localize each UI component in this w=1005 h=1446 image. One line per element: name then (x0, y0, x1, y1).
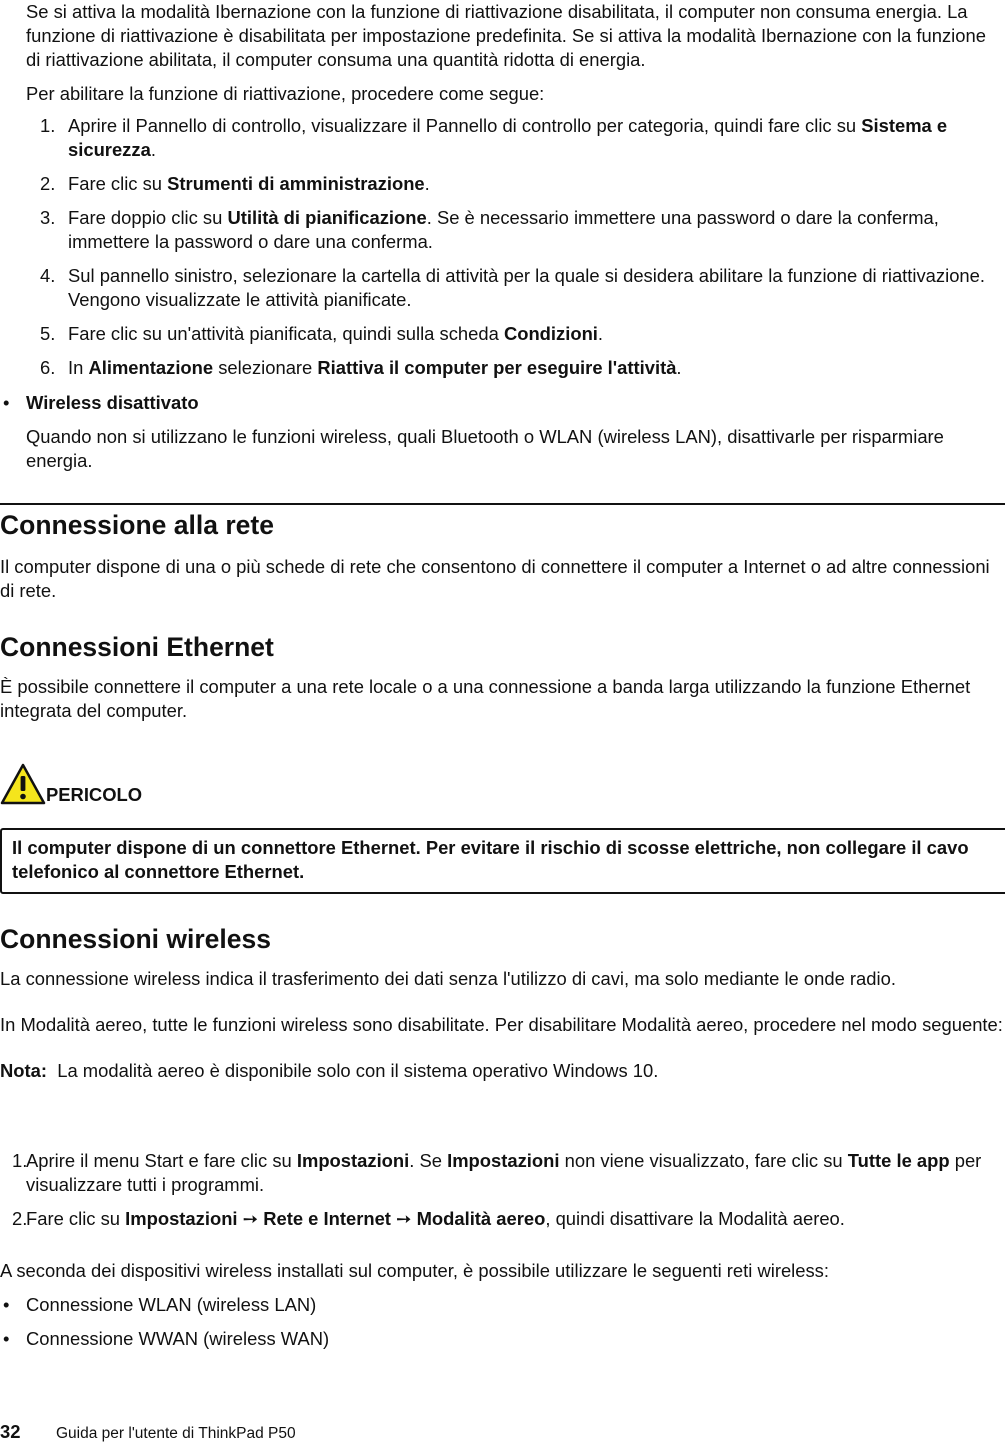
step-number: 4. (40, 265, 56, 286)
ethernet-text: È possibile connettere il computer a una rete locale o a una connessione a banda larga utilizzando la funzione Ethernet integrata del computer. (0, 676, 971, 721)
list-item (0, 356, 1005, 380)
intro-paragraph: Se si attiva la modalità Ibernazione con la funzione di riattivazione disabilitata, il computer non consuma energia. La funzione di riattivazione è disabilitata per impostazione predefinita. Se si attiva la modalità Ibernazione con la funzione di riattivazione abilitata, il computer consuma una quantità ridotta di energia. (26, 1, 986, 70)
step-text: Fare clic su un'attività pianificata, quindi sulla scheda (68, 323, 504, 344)
step-text: . (597, 323, 604, 344)
step-text: In (68, 357, 89, 378)
list-item (0, 114, 1005, 162)
intro-section (0, 0, 1005, 106)
section-heading: Connessione alla rete (0, 510, 274, 540)
bullet-dot: • (3, 392, 10, 413)
list-item (0, 1149, 1005, 1197)
step-text: Fare clic su (68, 173, 168, 194)
step-ui-term: Utilità di pianificazione (227, 207, 427, 228)
list-item (0, 322, 1005, 346)
airplane-steps-list (0, 1149, 1005, 1241)
wireless-intro: La connessione wireless indica il trasferimento dei dati senza l'utilizzo di cavi, ma solo mediante le onde radio. (0, 968, 896, 989)
bullet-dot: • (3, 1328, 10, 1349)
step-ui-term: Modalità aereo (416, 1208, 546, 1229)
step-text: selezionare (213, 357, 318, 378)
step-ui-term: Riattiva il computer per eseguire l'attività (317, 357, 677, 378)
step-ui-term: Impostazioni (447, 1150, 560, 1171)
step-number: 3. (40, 207, 56, 228)
subsection-heading: Connessioni wireless (0, 924, 271, 954)
warning-triangle-icon (0, 762, 46, 806)
step-text: , quindi disattivare la Modalità aereo. (545, 1208, 845, 1229)
step-text: non viene visualizzato, fare clic su (559, 1150, 848, 1171)
step-number: 1. (12, 1150, 28, 1171)
step-number: 2. (40, 173, 56, 194)
step-ui-term: Strumenti di amministrazione (167, 173, 425, 194)
step-ui-term: Sistema e sicurezza (68, 115, 948, 160)
step-text: Aprire il Pannello di controllo, visualizzare il Pannello di controllo per categoria, quindi fare clic su (68, 115, 862, 136)
note-label: Nota: (0, 1060, 47, 1081)
footer-title: Guida per l'utente di ThinkPad P50 (56, 1425, 296, 1442)
step-text: . (424, 173, 430, 194)
note-text: La modalità aereo è disponibile solo con il sistema operativo Windows 10. (57, 1060, 659, 1081)
step-text: per visualizzare tutti i programmi. (26, 1150, 982, 1195)
step-ui-term: Alimentazione (88, 357, 214, 378)
danger-text: Il computer dispone di un connettore Ethernet. Per evitare il rischio di scosse elettriche, non collegare il cavo telefonico al connettore Ethernet. (12, 837, 969, 882)
step-ui-term: Impostazioni (125, 1208, 238, 1229)
intro-instruction: Per abilitare la funzione di riattivazione, procedere come segue: (26, 83, 545, 104)
network-section (0, 509, 1005, 603)
airplane-mode-text: In Modalità aereo, tutte le funzioni wireless sono disabilitate. Per disabilitare Modalità aereo, procedere nel modo seguente: (0, 1014, 1003, 1035)
page-footer (0, 1420, 296, 1446)
step-ui-term: Impostazioni (296, 1150, 410, 1171)
step-text: . Se è necessario immettere una password o dare la conferma, immettere la password o dare una conferma. (68, 207, 939, 252)
wireless-type: Connessione WLAN (wireless LAN) (26, 1294, 317, 1315)
danger-header (0, 760, 142, 806)
wireless-off-text: Quando non si utilizzano le funzioni wireless, quali Bluetooth o WLAN (wireless LAN), disattivarle per risparmiare energia. (26, 426, 944, 471)
step-number: 5. (40, 323, 56, 344)
step-text: Fare doppio clic su (68, 207, 228, 228)
wireless-types-intro: A seconda dei dispositivi wireless installati sul computer, è possibile utilizzare le seguenti reti wireless: (0, 1260, 829, 1281)
wake-steps-list (0, 114, 1005, 390)
network-text: Il computer dispone di una o più schede di rete che consentono di connettere il computer a Internet o ad altre connessioni di rete. (0, 556, 990, 601)
wireless-section (0, 923, 1005, 1083)
danger-label: PERICOLO (46, 784, 143, 805)
wireless-off-section (0, 391, 1005, 473)
section-divider (0, 503, 1005, 505)
note (0, 1059, 1005, 1083)
bullet-item (0, 391, 1005, 415)
ethernet-section (0, 631, 1005, 723)
wireless-type: Connessione WWAN (wireless WAN) (26, 1328, 330, 1349)
wireless-types-section (0, 1259, 1005, 1351)
list-item (0, 1207, 1005, 1231)
bullet-item (0, 1293, 1005, 1317)
step-text: Sul pannello sinistro, selezionare la cartella di attività per la quale si desidera abilitare la funzione di riattivazione. Vengono visualizzate le attività pianificate. (68, 265, 985, 310)
bullet-title: Wireless disattivato (26, 392, 199, 413)
bullet-dot: • (3, 1294, 10, 1315)
subsection-heading: Connessioni Ethernet (0, 632, 274, 662)
page-number: 32 (0, 1421, 21, 1442)
list-item (0, 172, 1005, 196)
step-ui-term: Rete e Internet (263, 1208, 391, 1229)
danger-box (0, 828, 1005, 894)
list-item (0, 264, 1005, 312)
step-number: 1. (40, 115, 56, 136)
list-item (0, 206, 1005, 254)
arrow-icon: ➙ (390, 1208, 417, 1229)
step-ui-term: Tutte le app (847, 1150, 950, 1171)
step-number: 2. (12, 1208, 28, 1229)
bullet-item (0, 1327, 1005, 1351)
step-text: . (150, 139, 156, 160)
arrow-icon: ➙ (237, 1208, 264, 1229)
step-ui-term: Condizioni (503, 323, 598, 344)
step-text: . (676, 357, 682, 378)
step-text: Aprire il menu Start e fare clic su (26, 1150, 297, 1171)
step-text: . Se (409, 1150, 448, 1171)
step-number: 6. (40, 357, 56, 378)
step-text: Fare clic su (26, 1208, 126, 1229)
